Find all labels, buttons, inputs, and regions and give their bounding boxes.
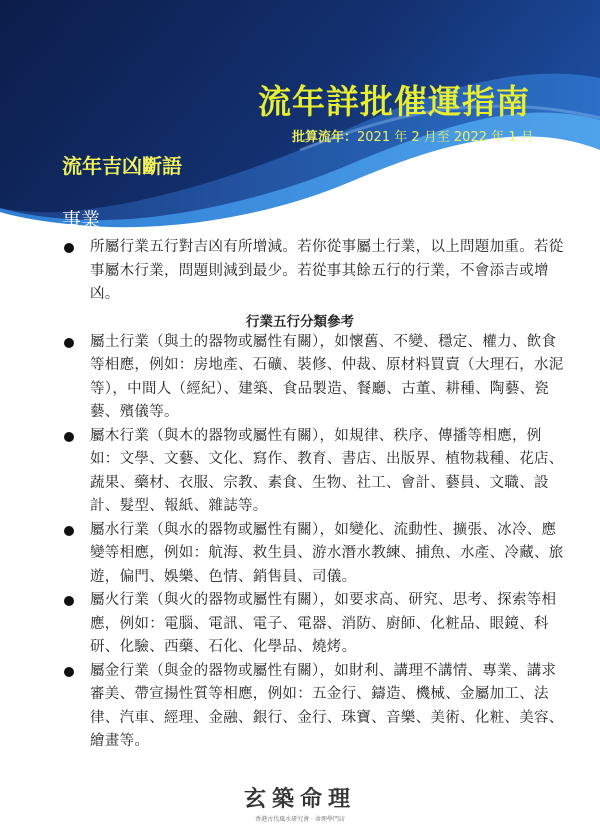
industry-earth [90,331,568,425]
brand-logo: 玄築命理 [243,786,356,812]
classification-heading: 行業五行分類參考 [246,313,354,330]
industry-text: 屬火行業（與火的器物或屬性有關），如要求高、研究、思考、探索等相應，例如：電腦、電訊、電子、電器、消防、廚師、化粧品、眼鏡、科研、化驗、西藥、石化、化學品、燒烤。 [90,592,557,655]
page-title: 流年詳批催運指南 [258,82,530,121]
industry-text: 屬木行業（與木的器物或屬性有關），如規律、秩序、傳播等相應，例如：文學、文藝、文化、寫作、教育、書店、出版界、植物栽種、花店、蔬果、藥材、衣服、宗教、素食、生物、社工、會計、藝員、文職、設計、髮型、報紙、雜誌等。 [90,427,564,514]
industry-text: 屬水行業（與水的器物或屬性有關），如變化、流動性、擴張、冰冷、應變等相應，例如：航海、救生員、游水潛水教練、捕魚、水產、冷藏、旅遊，偏門、娛樂、色情、銷售員、司儀。 [90,521,564,585]
bullet-icon [64,596,74,606]
brand-tagline: 香港古代風水研究會 · 命理學門店 [255,816,345,823]
industry-text: 屬金行業（與金的器物或屬性有關），如財利、講理不講情、專業、講求審美、帶宣揚性質等相應，例如：五金行、鑄造、機械、金屬加工、法律、汽車、經理、金融、銀行、金行、珠寶、音樂、美術、化粧、美容、繪畫等。 [90,662,564,749]
content-body [0,236,600,754]
period-value: 2021 年 2 月至 2022 年 1 月 [357,130,534,145]
industry-text: 屬土行業（與土的器物或屬性有關），如懷舊、不變、穩定、權力、飲食等相應，例如：房地產、石礦、裝修、仲裁、原材料買賣（大理石，水泥等），中間人（經紀）、建築、食品製造、餐廳、古董、耕種、陶藝、瓷藝、殯儀等。 [90,333,564,420]
bullet-icon [64,432,74,442]
section-title: 流年吉凶斷語 [62,154,182,178]
industry-wood [90,425,568,519]
bullet-icon [64,526,74,536]
bullet-icon [64,243,74,253]
intro-text: 所屬行業五行對吉凶有所增減。若你從事屬土行業，以上問題加重。若從事屬木行業，問題則減到最少。若從事其餘五行的行業，不會添吉或增凶。 [90,239,564,302]
period-label: 批算流年： [292,130,358,145]
intro-paragraph [90,236,568,307]
industry-water [90,519,568,590]
career-heading: 事業 [62,209,101,231]
industry-metal [90,660,568,754]
bullet-icon [64,667,74,677]
period-line [292,126,534,145]
bullet-icon [64,338,74,348]
industry-fire [90,589,568,660]
footer-logo [0,782,600,823]
